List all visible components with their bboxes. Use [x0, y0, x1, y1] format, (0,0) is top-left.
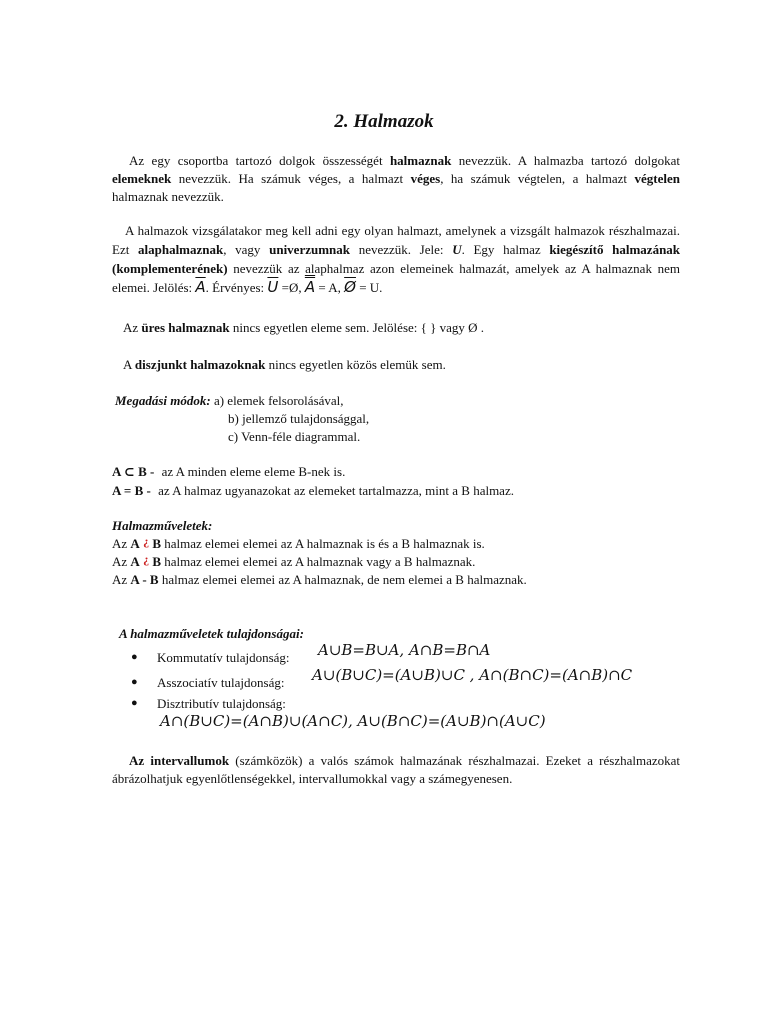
term-ures-halmaznak: üres halmaznak	[141, 320, 230, 335]
subset-notation: A ⊂ B -	[112, 464, 155, 479]
broken-union-glyph: ¿	[143, 552, 150, 566]
assz-label: Asszociatív tulajdonság:	[157, 675, 285, 690]
term-univerzumnak: univerzumnak	[269, 242, 351, 257]
megadasi-item-c: c) Venn-féle diagrammal.	[228, 429, 361, 444]
complement-u-symbol: $\overline{U}$	[267, 278, 279, 296]
assz-formula: A∪(B∪C)=(A∪B)∪C , A∩(B∩C)=(A∩B)∩C	[312, 666, 633, 684]
intersection-line: Az A ¿ B halmaz elemei elemei az A halmaznak is és a B halmaznak is.	[112, 534, 485, 551]
paragraph-diszjunkt: A diszjunkt halmazoknak nincs egyetlen közös elemük sem.	[123, 357, 446, 372]
komm-formula: A∪B=B∪A, A∩B=B∩A	[318, 641, 491, 659]
equality-notation: A = B -	[112, 483, 151, 498]
bullet-icon: ●	[131, 651, 138, 663]
term-veges: véges	[410, 171, 441, 186]
diszt-label: Disztributív tulajdonság:	[157, 696, 286, 711]
equality-definition: A = B - az A halmaz ugyanazokat az elemeket tartalmazza, mint a B halmaz.	[112, 483, 514, 498]
double-complement-a-symbol: A	[304, 278, 316, 296]
komm-label: Kommutatív tulajdonság:	[157, 650, 290, 665]
megadasi-modok	[115, 393, 344, 409]
megadasi-item-a: a) elemek felsorolásával,	[213, 393, 344, 408]
muveletek-heading: Halmazműveletek:	[112, 518, 213, 533]
paragraph-halmaz-definition: Az egy csoportba tartozó dolgok összességét halmaznak nevezzük. A halmazba tartozó dolgokat elemeknek nevezzük. Ha számuk véges, a halmazt véges, ha számuk végtelen, a halmazt végtelen halmaznak nevezzük.	[112, 153, 681, 204]
term-intervallumok: Az intervallumok	[129, 753, 230, 768]
paragraph-alaphalmaz: A halmazok vizsgálatakor meg kell adni egy olyan halmazt, amelynek a vizsgált halmazok részhalmazai. Ezt alaphalmaznak, vagy univerzumnak nevezzük. Jele: U. Egy halmaz kiegészítő halmazának (komplementerének) nevezzük az alaphalmaz azon elemeinek halmazát, amelyek az A halmaznak nem elemei. Jelölés: $\overline{A}$. Érvényes: $\overline{U}$ =Ø, A = A, $\overline{Ø} = U$.	[112, 223, 681, 296]
complement-a-symbol: $\overline{A}$	[195, 278, 206, 296]
paragraph-intervallumok: Az intervallumok (számközök) a valós számok halmazának részhalmazai. Ezeket a részhalmazokat ábrázolhatjuk egyenlőtlenségekkel, intervallumokkal vagy a számegyenesen.	[112, 753, 680, 786]
term-diszjunkt: diszjunkt halmazoknak	[134, 357, 266, 372]
subset-definition: A ⊂ B - az A minden eleme eleme B-nek is.	[112, 464, 346, 479]
bullet-icon: ●	[131, 676, 138, 688]
term-vegtelen: végtelen	[634, 171, 681, 186]
megadasi-item-b: b) jellemző tulajdonsággal,	[228, 411, 370, 426]
paragraph-ures-halmaz: Az üres halmaznak nincs egyetlen eleme sem. Jelölése: { } vagy Ø .	[123, 320, 485, 335]
symbol-u: U	[452, 242, 462, 257]
broken-intersection-glyph: ¿	[143, 534, 150, 548]
complement-empty-symbol: $\overline{Ø}$	[344, 278, 356, 296]
megadasi-label: Megadási módok:	[115, 393, 211, 408]
page-title: 2. Halmazok	[334, 111, 434, 132]
term-alaphalmaznak: alaphalmaznak	[138, 242, 224, 257]
difference-line: Az A - B halmaz elemei elemei az A halmaznak, de nem elemei a B halmaznak.	[112, 572, 527, 587]
diszt-formula: A∩(B∪C)=(A∩B)∪(A∩C), A∪(B∩C)=(A∪B)∩(A∪C)	[160, 712, 546, 730]
bullet-icon: ●	[131, 697, 138, 709]
union-line: Az A ¿ B halmaz elemei elemei az A halmaznak vagy a B halmaznak.	[112, 552, 476, 569]
term-elemeknek: elemeknek	[112, 171, 172, 186]
term-halmaznak: halmaznak	[389, 153, 452, 168]
tulajdonsagok-heading: A halmazműveletek tulajdonságai:	[119, 626, 304, 641]
term-komplementer: kiegészítő halmazának (komplementerének)	[112, 242, 681, 276]
